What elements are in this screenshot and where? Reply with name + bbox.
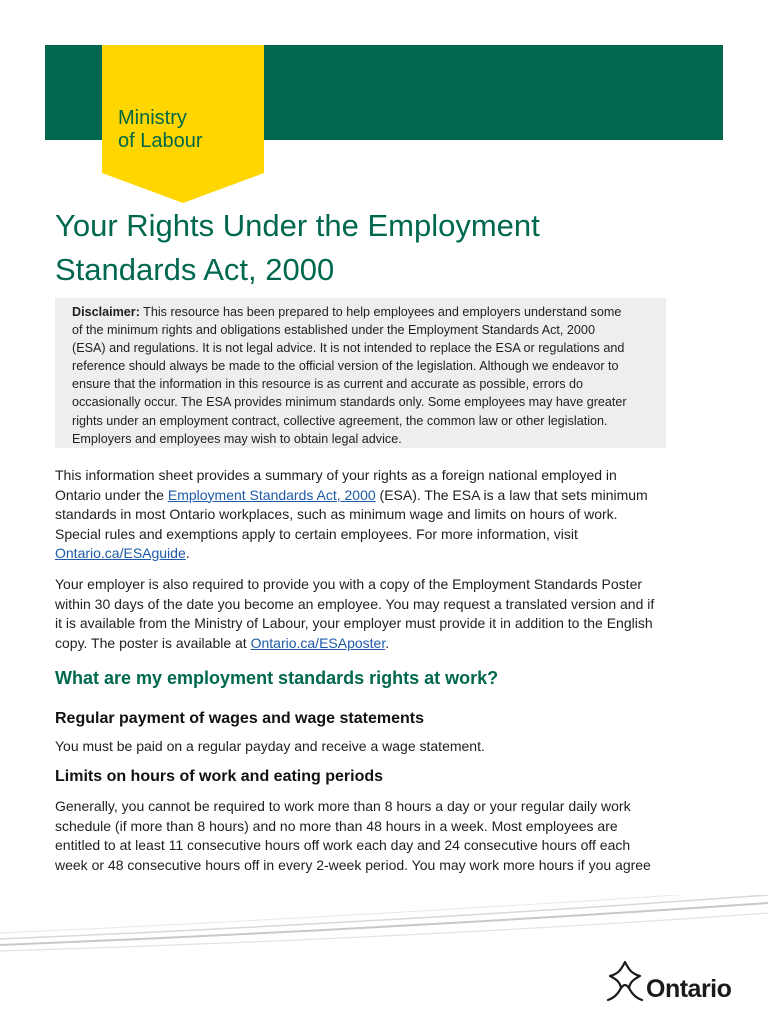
poster-line: Your employer is also required to provide you with a copy of the Employment Standards Poster (55, 576, 643, 592)
ontario-logo-text: Ontario (646, 975, 732, 1003)
section-heading: What are my employment standards rights at work? (55, 668, 499, 688)
esa-poster-link[interactable]: Ontario.ca/ESAposter (250, 634, 386, 651)
disclaimer-box (55, 298, 666, 448)
wages-heading: Regular payment of wages and wage statements (55, 710, 424, 727)
hours-line: Generally, you cannot be required to work more than 8 hours a day or your regular daily work (55, 798, 631, 814)
ministry-name (118, 107, 203, 153)
poster-paragraph (55, 575, 715, 653)
poster-line: it is available from the Ministry of Labour, your employer must provide it in addition to the English (55, 615, 653, 631)
disclaimer-line: (ESA) and regulations. It is not legal advice. It is not intended to replace the ESA or regulations and (72, 341, 625, 356)
disclaimer-line (72, 303, 656, 321)
disclaimer-line: Employers and employees may wish to obtain legal advice. (72, 431, 402, 446)
footer-swoosh (0, 895, 768, 955)
disclaimer-text: This resource has been prepared to help employees and employers understand some (139, 305, 622, 319)
intro-text: (ESA). The ESA is a law that sets minimum (375, 486, 648, 503)
disclaimer-line: occasionally occur. The ESA provides minimum standards only. Some employees may have greater (72, 395, 627, 410)
intro-text: . (185, 545, 190, 561)
disclaimer-line: of the minimum rights and obligations established under the Employment Standards Act, 2000 (72, 323, 595, 338)
intro-line (55, 544, 715, 564)
intro-text: Ontario under the (55, 486, 168, 503)
intro-line: Special rules and exemptions apply to certain employees. For more information, visit (55, 525, 578, 542)
wages-paragraph: You must be paid on a regular payday and receive a wage statement. (55, 738, 485, 754)
poster-text: . (385, 634, 390, 651)
hours-paragraph (55, 797, 715, 875)
intro-paragraph (55, 466, 715, 564)
hours-heading: Limits on hours of work and eating periods (55, 768, 384, 785)
poster-line: within 30 days of the date you become an employee. You may request a translated version and if (55, 595, 655, 612)
intro-line (55, 486, 715, 506)
ministry-line-1: Ministry (118, 107, 187, 129)
esa-guide-link[interactable]: Ontario.ca/ESAguide (55, 545, 186, 561)
hours-line: week or 48 consecutive hours off in every 2-week period. You may work more hours if you agree (55, 856, 651, 873)
page-title (55, 204, 695, 292)
trillium-icon (602, 958, 648, 1002)
intro-line: This information sheet provides a summary of your rights as a foreign national employed in (55, 467, 617, 483)
hours-line: schedule (if more than 8 hours) and no more than 48 hours in a week. Most employees are (55, 817, 618, 834)
poster-line (55, 634, 715, 654)
intro-line: standards in most Ontario workplaces, such as minimum wage and limits on hours of work. (55, 506, 618, 522)
title-line-1: Your Rights Under the Employment (55, 208, 540, 243)
disclaimer-line: reference should always be made to the official version of the legislation. Although we endeavor to (72, 359, 619, 374)
disclaimer-label: Disclaimer: (72, 305, 140, 319)
disclaimer-line: rights under an employment contract, collective agreement, the common law or other legislation. (72, 413, 608, 428)
ministry-line-2: of Labour (118, 130, 203, 152)
ministry-tag (102, 45, 264, 203)
poster-text: copy. The poster is available at (55, 634, 251, 651)
hours-line: entitled to at least 11 consecutive hours off work each day and 24 consecutive hours off each (55, 837, 631, 853)
disclaimer-line: ensure that the information in this resource is as current and accurate as possible, errors do (72, 377, 584, 392)
esa-act-link[interactable]: Employment Standards Act, 2000 (167, 486, 376, 503)
title-line-2: Standards Act, 2000 (55, 252, 335, 287)
